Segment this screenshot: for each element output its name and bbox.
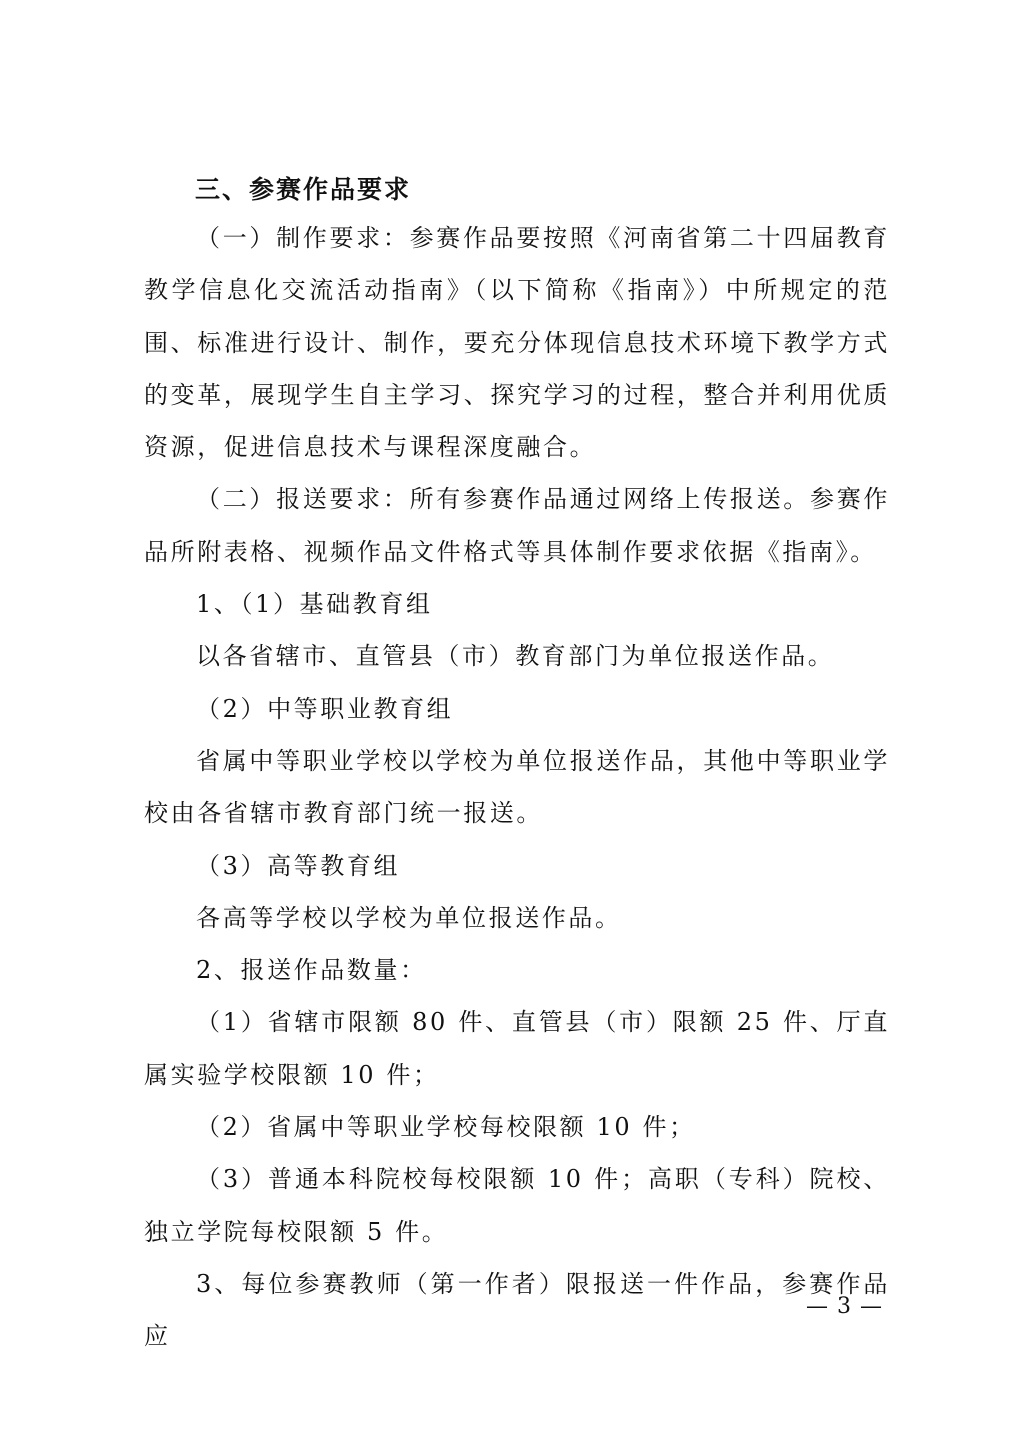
body-text <box>144 212 890 1363</box>
paragraph-submission-quantity: 2、报送作品数量： <box>196 956 427 985</box>
paragraph-production-requirements: （一）制作要求：参赛作品要按照《河南省第二十四届教育教学信息化交流活动指南》（以下简称《指南》）中所规定的范围、标准进行设计、制作，要充分体现信息技术环境下教学方式的变革，展现学生自主学习、探究学习的过程，整合并利用优质资源，促进信息技术与课程深度融合。 <box>144 224 890 462</box>
paragraph-vocational-education-detail: 省属中等职业学校以学校为单位报送作品，其他中等职业学校由各省辖市教育部门统一报送。 <box>144 746 890 828</box>
page-number: — 3 — <box>806 1294 883 1319</box>
paragraph-quota-cities: （1）省辖市限额 80 件、直管县（市）限额 25 件、厅直属实验学校限额 10 件； <box>144 1008 890 1089</box>
paragraph-quota-universities: （3）普通本科院校每校限额 10 件；高职（专科）院校、独立学院每校限额 5 件。 <box>144 1165 890 1246</box>
paragraph-vocational-education-group: （2）中等职业教育组 <box>196 694 454 723</box>
paragraph-submission-requirements: （二）报送要求：所有参赛作品通过网络上传报送。参赛作品所附表格、视频作品文件格式等具体制作要求依据《指南》。 <box>144 485 890 566</box>
paragraph-higher-education-group: （3）高等教育组 <box>196 851 401 880</box>
section-heading: 三、参赛作品要求 <box>195 175 412 204</box>
paragraph-basic-education-detail: 以各省辖市、直管县（市）教育部门为单位报送作品。 <box>196 642 835 671</box>
paragraph-basic-education-group: 1、（1）基础教育组 <box>196 590 433 619</box>
paragraph-higher-education-detail: 各高等学校以学校为单位报送作品。 <box>196 903 622 932</box>
paragraph-teacher-limit: 3、每位参赛教师（第一作者）限报送一件作品，参赛作品应 <box>144 1269 890 1351</box>
paragraph-quota-vocational-schools: （2）省属中等职业学校每校限额 10 件； <box>196 1113 696 1142</box>
